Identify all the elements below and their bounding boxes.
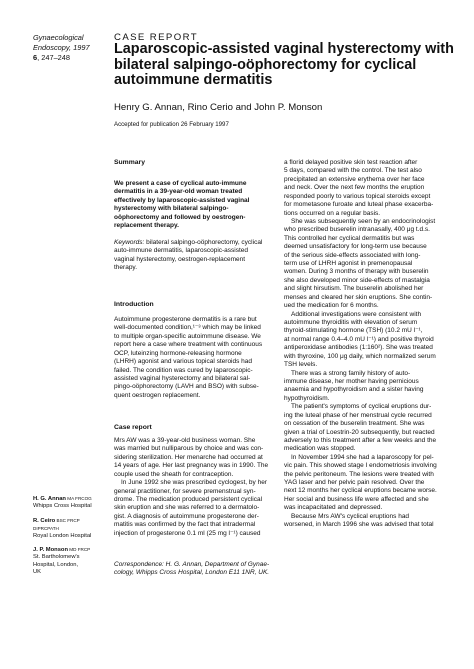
introduction-text: Autoimmune progesterone dermatitis is a rare but well-documented condition,¹⁻³ which may be linked to multiple organ-specific autoimmune disease. We report here a case where treatment with continuous OCP, luteinzing hormone-releasing hormone (LHRH) agonist and various topical steroids had failed. The condition was cured by laparoscopic- assisted vaginal hysterectomy and bilateral sal- pingo-oöphorectomy (LAVH and BSO) with subse- quent oestrogen replacement. <box>114 316 263 399</box>
introduction-heading: Introduction <box>114 301 154 308</box>
summary-heading: Summary <box>114 159 145 166</box>
right-column-text: a florid delayed positive skin test reaction after 5 days, compared with the control. The test also precipitated an extensive erythema over her face and neck. Over the next few months the eruption responded poorly to various topical steroids except for mometasone furoate and luteal phase exacerba- tions occurred on a regular basis. She was subsequently seen by an endocrinologist who prescribed buserelin intranasally, 400 μg t.d.s. This controlled her cyclical dermatitis but was deemed unsatisfactory for long-term use because of the serious side-effects associated with long- term use of LHRH agonist in premenopausal women. During 3 months of therapy with buserelin she also developed minor side-effects of mastalgia and slight hirsutism. The buserelin abolished her menses and cleared her skin eruptions. She contin- ued the medication for 6 months. Additional investigations were consistent with autoimmune thyroiditis with elevation of serum thyroid-stimulating hormone (TSH) (10.2 mU l⁻¹, at normal range 0.4–4.0 mU l⁻¹) and positive thyroid antiperoxidase antibodies (1:160²). She was treated with thyroxine, 100 μg daily, which normalized serum TSH levels. There was a strong family history of auto- immune disease, her mother having pernicious anaemia and hypothyroidism and a sister having hypothyroidism. The patient's symptoms of cyclical eruptions dur- ing the luteal phase of her menstrual cycle recurred on cessation of the buserelin treatment. She was given a trial of Loestrin-20 subsequently, but reacted adversely to this treatment after a few weeks and the medication was stopped. In November 1994 she had a laparoscopy for pel- vic pain. This showed stage I endometriosis involving the pelvic peritoneum. The lesions were treated with YAG laser and her pelvic pain resolved. Over the next 12 months her cyclical eruptions became worse. Her social and business life were affected and she was incapacitated and depressed. Because Mrs AW's cyclical eruptions had worsened, in March 1996 she was advised that total <box>284 159 437 529</box>
correspondence: Correspondence: H. G. Annan, Department of Gynae- cology, Whipps Cross Hospital, London E11 1NR, UK. <box>114 561 270 577</box>
article-title: Laparoscopic-assisted vaginal hysterectomy with bilateral salpingo-oöphorectomy for cyclical autoimmune dermatitis <box>114 41 454 89</box>
journal-volume: 6, 247–248 <box>33 53 71 62</box>
affiliation-monson: J. P. Monson MD FRCP St. Bartholomew's Hospital, London, UK <box>33 547 91 575</box>
journal-year: Endoscopy, 1997 <box>33 43 90 52</box>
case-report-heading: Case report <box>114 424 152 431</box>
authors: Henry G. Annan, Rino Cerio and John P. Monson <box>114 102 323 113</box>
case-report-text: Mrs AW was a 39-year-old business woman. She was married but nulliparous by choice and was con- sidering sterilization. Her menarche had occurred at 14 years of age. Her last pregnancy was in 1990. The couple used the sheath for contraception. In June 1992 she was prescribed cyclogest, by her general practitioner, for severe premenstrual syn- drome. The medication produced persistent cyclical skin eruption and she was referred to a dermatolo- gist. A diagnosis of autoimmune progesterone der- matitis was confirmed by the fact that intradermal injection of progesterone 0.1 ml (25 mg l⁻¹) caused <box>114 437 269 537</box>
journal-info <box>33 33 113 63</box>
accepted-date: Accepted for publication 26 February 1997 <box>114 121 229 128</box>
affiliation-annan: H. G. Annan MA FRCOG Whipps Cross Hospital <box>33 496 92 510</box>
summary-text: We present a case of cyclical auto-immune dermatitis in a 39-year-old woman treated effectively by laparoscopic-assisted vaginal hysterectomy with bilateral salpingo- oöphorectomy and followed by oestrogen- replacement therapy. <box>114 180 250 230</box>
keywords: Keywords: bilateral salpingo-oöphorectomy, cyclical auto-immune dermatitis, laparoscopic-assisted vaginal hysterectomy, oestrogen-replacement therapy. <box>114 239 263 272</box>
article-type: CASE REPORT <box>114 32 198 43</box>
journal-name: Gynaecological <box>33 33 84 42</box>
affiliation-ceiro: R. Ceiro BSC FRCP DIPRCPATH Royal London Hospital <box>33 518 92 539</box>
